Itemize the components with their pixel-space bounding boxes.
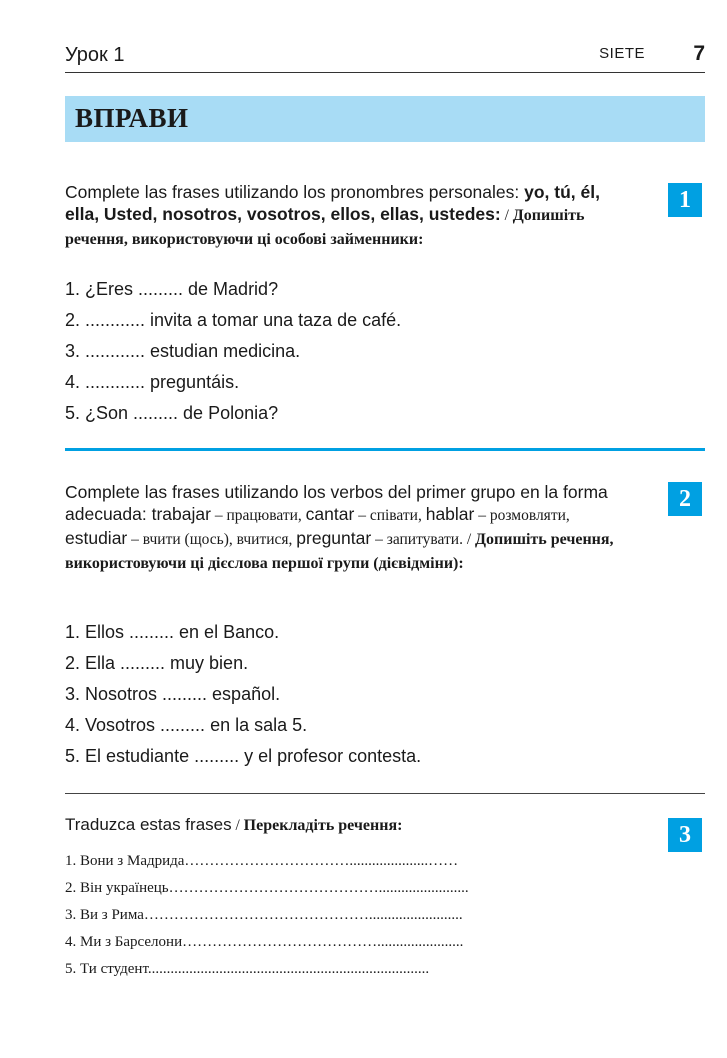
ex3-slash: / [231,817,244,834]
exercise-3-badge: 3 [668,818,702,852]
ex1-item: 5. ¿Son ......... de Polonia? [65,403,279,423]
ex2-translation: – співати, [354,507,426,524]
ex3-item: 2. Він українець……………………………………........................ [65,880,469,896]
ex2-item: 1. Ellos ......... en el Banco. [65,622,280,642]
ex1-slash: / [500,207,513,224]
ex1-item: 3. ............ estudian medicina. [65,341,301,361]
ex2-verb: estudiar [65,528,128,548]
ex2-item: 3. Nosotros ......... español. [65,684,281,704]
section-divider [65,793,705,794]
ex2-translation: – працювати, [210,507,306,524]
ex3-item: 5. Ти студент........................................................................... [65,961,430,977]
ex2-item: 4. Vosotros ......... en la sala 5. [65,715,308,735]
page-header [65,40,705,73]
ex2-translation: – запитувати. / [371,531,476,548]
ex3-ukr: Перекладіть речення: [243,817,403,834]
ex1-intro: Complete las frases utilizando los pronombres personales: [65,182,525,202]
page-number-word: SIETE [599,45,645,62]
ex2-verb: preguntar [296,528,372,548]
ex2-verb: cantar [305,504,355,524]
lesson-label: Урок 1 [65,44,125,66]
exercise-1-instructions [65,181,621,251]
ex2-item: 2. Ella ......... muy bien. [65,653,249,673]
section-banner [65,96,705,142]
page-number: 7 [693,42,705,65]
ex3-item: 3. Ви з Рима………………………………………......................... [65,907,463,923]
ex3-item: 4. Ми з Барселони…………………………………....................... [65,934,464,950]
ex2-intro: Complete las frases utilizando los verbos del primer grupo en la forma adecuada: [65,482,608,524]
exercise-2-instructions [65,481,621,575]
ex1-item: 2. ............ invita a tomar una taza de café. [65,310,402,330]
ex3-item: 1. Вони з Мадрида…………………………….....................…… [65,853,459,869]
exercise-3-instructions [65,814,621,837]
section-divider [65,448,705,451]
section-title: ВПРАВИ [75,103,189,133]
ex1-item: 1. ¿Eres ......... de Madrid? [65,279,279,299]
ex1-pronouns: yo, tú, él, ella, Usted, nosotros, vosotros, ellos, ellas, ustedes: [65,182,600,224]
ex2-item: 5. El estudiante ......... y el profesor contesta. [65,746,422,766]
ex1-item: 4. ............ preguntáis. [65,372,240,392]
ex2-verb: trabajar [151,504,211,524]
exercise-2-badge: 2 [668,482,702,516]
ex2-translation: – вчити (щось), вчитися, [127,531,297,548]
ex2-ukr: Допишіть речення, використовуючи ці дієслова першої групи (дієвідміни): [65,531,614,572]
ex2-translation: – розмовляти, [474,507,570,524]
ex2-verb: hablar [425,504,475,524]
ex3-intro: Traduzca estas frases [65,815,232,834]
exercise-1-badge: 1 [668,183,702,217]
ex1-ukr: Допишіть речення, використовуючи ці особові займенники: [65,207,585,248]
